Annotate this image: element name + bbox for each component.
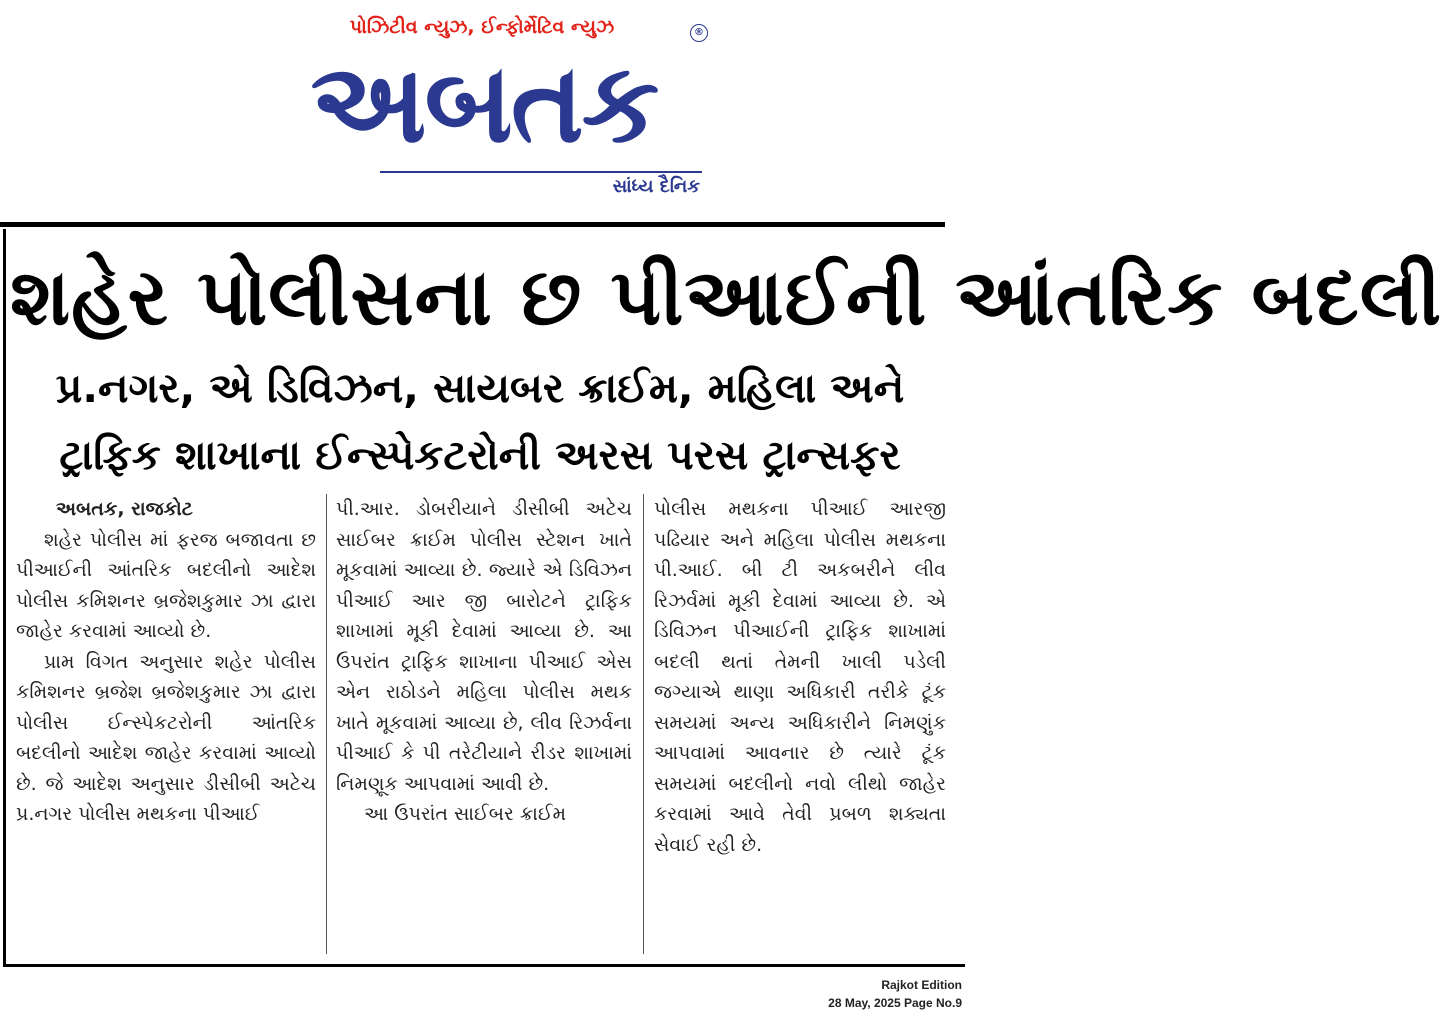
- masthead-subtag: સાંધ્ય દૈનિક: [612, 176, 700, 197]
- masthead-tagline: પોઝિટીવ ન્યુઝ, ઈન્ફોર્મેટિવ ન્યુઝ: [349, 16, 615, 38]
- article-subhead-line-2: ટ્રાફિક શાખાના ઈન્સ્પેકટરોની અરસ પરસ ટ્રાન્સફર: [59, 431, 901, 479]
- edition-label: Rajkot Edition: [881, 978, 962, 992]
- column-divider-1: [326, 494, 327, 954]
- page-footer: [828, 976, 962, 1012]
- column-1-paragraph-2: પ્રામ વિગત અનુસાર શહેર પોલીસ કમિશનર બ્રજેશ બ્રજેશકુમાર ઝા દ્વારા પોલીસ ઈન્સ્પેકટરોની આંતરિક બદલીનો આદેશ જાહેર કરવામાં આવ્યો છે. જે આદેશ અનુસાર ડીસીબી અટેચ પ્ર.નગર પોલીસ મથકના પીઆઈ: [16, 650, 316, 825]
- article-column-2: [336, 494, 632, 956]
- logo-underline: [380, 171, 702, 173]
- masthead: [0, 0, 972, 205]
- date-page-label: 28 May, 2025 Page No.9: [828, 996, 962, 1010]
- article-headline: શહેર પોલીસના છ પીઆઈની આંતરિક બદલી: [10, 253, 1442, 343]
- registered-mark-icon: ®: [690, 24, 708, 42]
- article-dateline: અબતક, રાજકોટ: [56, 498, 193, 520]
- column-2-paragraph-1: પી.આર. ડોબરીયાને ડીસીબી અટેચ સાઈબર ક્રાઈમ પોલીસ સ્ટેશન ખાતે મૂકવામાં આવ્યા છે. જ્યારે એ ડિવિઝન પીઆઈ આર જી બારોટને ટ્રાફિક શાખામાં મૂકી દેવામાં આવ્યા છે. આ ઉપરાંત ટ્રાફિક શાખાના પીઆઈ એસ એન રાઠોડને મહિલા પોલીસ મથક ખાતે મૂકવામાં આવ્યા છે, લીવ રિઝર્વના પીઆઈ કે પી તરેટીયાને રીડર શાખામાં નિમણૂક આપવામાં આવી છે.: [336, 498, 632, 795]
- article-subhead-line-1: પ્ર.નગર, એ ડિવિઝન, સાયબર ક્રાઈમ, મહિલા અને: [55, 364, 905, 412]
- article-column-1: [16, 494, 316, 956]
- masthead-divider: [0, 222, 945, 227]
- article-column-3: [654, 494, 946, 956]
- column-divider-2: [643, 494, 644, 954]
- column-2-paragraph-2: આ ઉપરાંત સાઈબર ક્રાઈમ: [364, 803, 567, 825]
- newspaper-logo: અબતક: [310, 39, 658, 167]
- column-3-paragraph-1: પોલીસ મથકના પીઆઈ આરજી પઢિયાર અને મહિલા પોલીસ મથકના પી.આઈ. બી ટી અકબરીને લીવ રિઝર્વમાં મૂકી દેવામાં આવ્યા છે. એ ડિવિઝન પીઆઈની ટ્રાફિક શાખામાં બદલી થતાં તેમની ખાલી પડેલી જગ્યાએ થાણા અધિકારી તરીકે ટૂંક સમયમાં અન્ય અધિકારીને નિમણુંક આપવામાં આવનાર છે ત્યારે ટૂંક સમયમાં બદલીનો નવો લીથો જાહેર કરવામાં આવે તેવી પ્રબળ શક્યતા સેવાઈ રહી છે.: [654, 498, 946, 856]
- column-1-paragraph-1: શહેર પોલીસ માં ફરજ બજાવતા છ પીઆઈની આંતરિક બદલીનો આદેશ પોલીસ કમિશનર બ્રજેશકુમાર ઝા દ્વારા જાહેર કરવામાં આવ્યો છે.: [16, 528, 316, 642]
